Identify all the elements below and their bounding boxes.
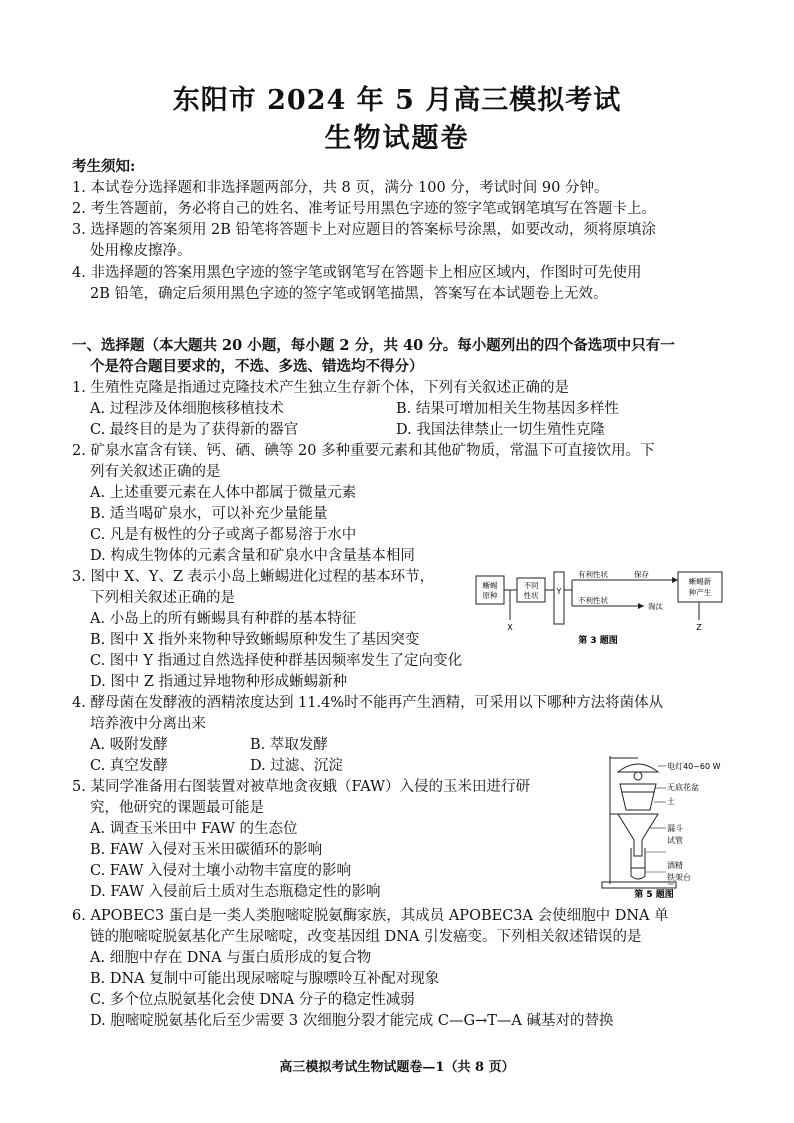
figure-label: 铁架台 [667, 873, 691, 882]
figure-label: 不利性状 [578, 596, 608, 605]
question-5-figure [598, 744, 728, 900]
question-6-stem: 6. APOBEC3 蛋白是一类人类胞嘧啶脱氨酶家族，其成员 APOBEC3A 会使细胞中 DNA 单 [72, 908, 669, 924]
figure-label: 淘汰 [648, 602, 663, 611]
figure-label: 蜥蜴新 [688, 577, 712, 586]
figure-label: 无底花盆 [667, 783, 699, 792]
figure-caption: 第 3 题图 [578, 636, 618, 646]
question-3-figure [474, 566, 724, 648]
figure-label: 有利性状 [578, 570, 608, 579]
figure-label: 漏斗 [667, 824, 683, 833]
question-4-option-d: D. 过滤、沉淀 [250, 758, 343, 774]
figure-label: 保存 [634, 570, 649, 579]
notice-item: 1. 本试卷分选择题和非选择题两部分，共 8 页，满分 100 分，考试时间 90 分钟。 [72, 180, 609, 196]
question-2-option-d: D. 构成生物体的元素含量和矿泉水中含量基本相同 [90, 548, 415, 564]
figure-label: 性状 [523, 591, 539, 600]
question-6-option-d: D. 胞嘧啶脱氨基化后至少需要 3 次细胞分裂才能完成 C—G→T—A 碱基对的替换 [90, 1013, 614, 1029]
question-5-stem: 究，他研究的课题最可能是 [90, 800, 264, 816]
question-6-option-a: A. 细胞中存在 DNA 与蛋白质形成的复合物 [90, 950, 372, 966]
question-4-option-c: C. 真空发酵 [90, 758, 168, 774]
question-5-option-b: B. FAW 入侵对玉米田碳循环的影响 [90, 842, 323, 858]
section-heading: 个是符合题目要求的，不选、多选、错选均不得分） [90, 358, 424, 375]
question-5-option-a: A. 调查玉米田中 FAW 的生态位 [90, 821, 298, 837]
figure-label: Z [696, 623, 702, 632]
question-1-option-c: C. 最终目的是为了获得新的器官 [90, 422, 299, 438]
figure-label: 酒精 [667, 861, 683, 870]
page-title: 东阳市 2024 年 5 月高三模拟考试 [172, 85, 622, 116]
question-3-stem: 3. 图中 X、Y、Z 表示小岛上蜥蜴进化过程的基本环节， [72, 569, 435, 585]
figure-label: 电灯40~60 W [667, 762, 721, 771]
question-1-option-a: A. 过程涉及体细胞核移植技术 [90, 401, 284, 417]
figure-label: Y [556, 587, 562, 596]
question-1-option-b: B. 结果可增加相关生物基因多样性 [396, 401, 619, 417]
question-3-option-b: B. 图中 X 指外来物种导致蜥蜴原种发生了基因突变 [90, 632, 420, 648]
notice-item: 处用橡皮擦净。 [90, 243, 192, 259]
question-2-stem: 列有关叙述正确的是 [90, 464, 221, 480]
question-1-option-d: D. 我国法律禁止一切生殖性克隆 [396, 422, 605, 438]
notice-item: 3. 选择题的答案须用 2B 铅笔将答题卡上对应题目的答案标号涂黑，如要改动，须将原填涂 [72, 222, 657, 238]
question-1-stem: 1. 生殖性克隆是指通过克隆技术产生独立生存新个体，下列有关叙述正确的是 [72, 380, 569, 396]
page-subtitle: 生物试题卷 [324, 123, 470, 154]
question-4-stem: 4. 酵母菌在发酵液的酒精浓度达到 11.4%时不能再产生酒精，可采用以下哪种方法将菌体从 [72, 695, 664, 711]
figure-label: 原种 [482, 591, 498, 600]
question-2-stem: 2. 矿泉水富含有镁、钙、硒、碘等 20 多种重要元素和其他矿物质，常温下可直接饮用。下 [72, 443, 655, 459]
question-5-option-c: C. FAW 入侵对土壤小动物丰富度的影响 [90, 863, 351, 879]
question-2-option-c: C. 凡是有极性的分子或离子都易溶于水中 [90, 527, 357, 543]
notice-item: 2B 铅笔，确定后须用黑色字迹的签字笔或钢笔描黑，答案写在本试题卷上无效。 [90, 286, 608, 302]
figure-caption: 第 5 题图 [634, 890, 674, 900]
figure-label: 不同 [523, 581, 539, 590]
question-3-option-a: A. 小岛上的所有蜥蜴具有种群的基本特征 [90, 611, 357, 627]
question-4-option-a: A. 吸附发酵 [90, 737, 168, 753]
question-2-option-b: B. 适当喝矿泉水，可以补充少量能量 [90, 506, 328, 522]
page-footer: 高三模拟考试生物试题卷—1（共 8 页） [279, 1060, 515, 1075]
notice-item: 2. 考生答题前，务必将自己的姓名、准考证号用黑色字迹的签字笔或钢笔填写在答题卡上。 [72, 201, 656, 217]
question-3-option-c: C. 图中 Y 指通过自然选择使种群基因频率发生了定向变化 [90, 653, 463, 669]
question-2-option-a: A. 上述重要元素在人体中都属于微量元素 [90, 485, 357, 501]
question-3-option-d: D. 图中 Z 指通过异地物种形成蜥蜴新种 [90, 674, 348, 690]
figure-label: 种产生 [688, 588, 712, 597]
question-6-option-c: C. 多个位点脱氨基化会使 DNA 分子的稳定性减弱 [90, 992, 415, 1008]
question-6-option-b: B. DNA 复制中可能出现尿嘧啶与腺嘌呤互补配对现象 [90, 971, 440, 987]
figure-label: 试管 [667, 836, 683, 845]
question-5-stem: 5. 某同学准备用右图装置对被草地贪夜蛾（FAW）入侵的玉米田进行研 [72, 779, 531, 795]
question-6-stem: 链的胞嘧啶脱氨基化产生尿嘧啶，改变基因组 DNA 引发癌变。下列相关叙述错误的是 [90, 929, 642, 945]
question-5-option-d: D. FAW 入侵前后土质对生态瓶稳定性的影响 [90, 884, 381, 900]
notice-heading: 考生须知: [72, 158, 136, 175]
question-3-stem: 下列相关叙述正确的是 [90, 590, 235, 606]
question-4-stem: 培养液中分离出来 [90, 716, 206, 732]
figure-label: 土 [667, 797, 675, 806]
figure-label: 蜥蜴 [482, 581, 498, 590]
notice-item: 4. 非选择题的答案用黑色字迹的签字笔或钢笔写在答题卡上相应区域内，作图时可先使用 [72, 265, 642, 281]
figure-label: X [507, 623, 513, 632]
question-4-option-b: B. 萃取发酵 [250, 737, 328, 753]
section-heading: 一、选择题（本大题共 20 小题，每小题 2 分，共 40 分。每小题列出的四个备选项中只有一 [72, 337, 675, 354]
